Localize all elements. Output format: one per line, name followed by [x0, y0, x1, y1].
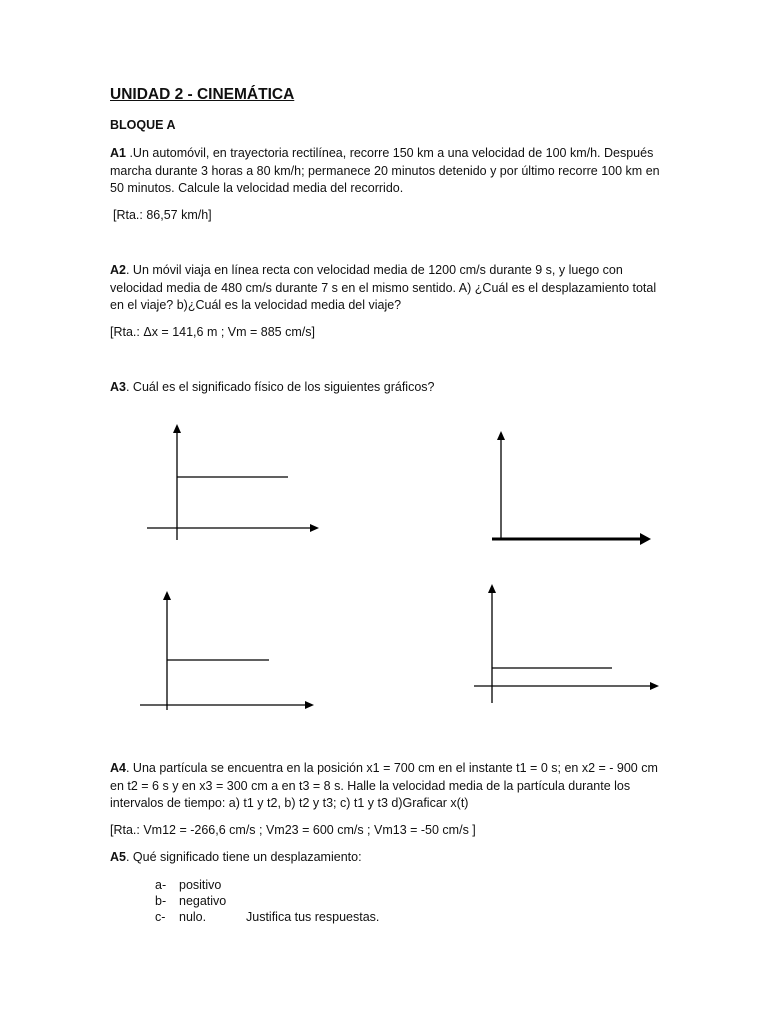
graph-2-x-arrow: [640, 533, 651, 545]
graph-3-x-arrow: [305, 701, 314, 709]
option-a-text: positivo: [179, 878, 222, 892]
graph-4-x-arrow: [650, 682, 659, 690]
option-b-text: negativo: [179, 894, 227, 908]
problem-label: A4: [110, 761, 126, 775]
graph-4-y-arrow: [488, 584, 496, 593]
problem-label: A2: [110, 263, 126, 277]
problem-label: A1: [110, 146, 126, 160]
answer-a2: [Rta.: Δx = 141,6 m ; Vm = 885 cm/s]: [110, 325, 315, 339]
graph-2-y-arrow: [497, 431, 505, 440]
graph-3-y-arrow: [163, 591, 171, 600]
problem-label: A3: [110, 380, 126, 394]
page-title: UNIDAD 2 - CINEMÁTICA: [110, 86, 295, 103]
option-c-text: nulo.: [179, 910, 207, 924]
graph-3: [135, 585, 320, 715]
problem-a1: [110, 145, 670, 198]
option-a-marker: a-: [155, 878, 167, 892]
problem-label: A5: [110, 850, 126, 864]
block-heading: BLOQUE A: [110, 118, 176, 132]
graph-1-y-arrow: [173, 424, 181, 433]
answer-a4: [Rta.: Vm12 = -266,6 cm/s ; Vm23 = 600 cm/s ; Vm13 = -50 cm/s ]: [110, 823, 476, 837]
problem-a3: [110, 380, 434, 394]
problem-a4: [110, 760, 670, 813]
graph-4: [470, 578, 665, 708]
problem-text: . Qué significado tiene un desplazamiento:: [125, 850, 362, 864]
graph-1: [140, 420, 325, 545]
problem-a5: [110, 850, 362, 864]
graph-1-x-arrow: [310, 524, 319, 532]
graph-2: [485, 425, 660, 550]
problem-text: . Un móvil viaja en línea recta con velocidad media de 1200 cm/s durante 9 s, y luego con velocidad media de 480 cm/s durante 7 s en el mismo sentido. A) ¿Cuál es el desplazamiento total en el viaje? b)¿Cuál es la velocidad media del viaje?: [110, 263, 657, 312]
justify-note: Justifica tus respuestas.: [246, 910, 380, 924]
answer-a1: [Rta.: 86,57 km/h]: [113, 208, 212, 222]
option-c-marker: c-: [155, 910, 166, 924]
option-b-marker: b-: [155, 894, 167, 908]
problem-a2: [110, 262, 670, 315]
problem-text: .Un automóvil, en trayectoria rectilínea, recorre 150 km a una velocidad de 100 km/h. Después marcha durante 3 horas a 80 km/h; permanece 20 minutos detenido y por último recorre 100 km en 50 minutos. Calcule la velocidad media del recorrido.: [110, 146, 660, 195]
problem-text: . Una partícula se encuentra en la posición x1 = 700 cm en el instante t1 = 0 s; en x2 = - 900 cm en t2 = 6 s y en x3 = 300 cm a en t3 = 8 s. Halle la velocidad media de la partícula durante los intervalos de tiempo: a) t1 y t2, b) t2 y t3; c) t1 y t3 d)Graficar x(t): [110, 761, 658, 810]
problem-text: . Cuál es el significado físico de los siguientes gráficos?: [125, 380, 435, 394]
